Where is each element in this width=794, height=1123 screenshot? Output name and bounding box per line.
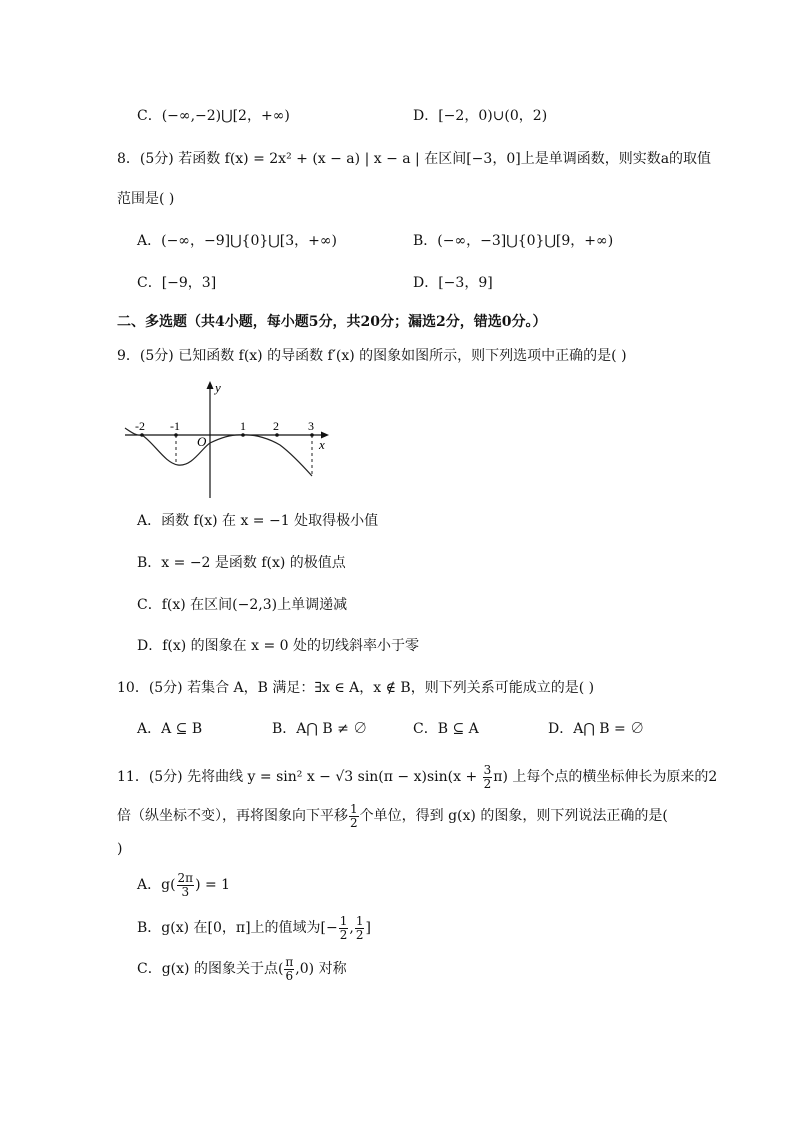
- q8-option-d: D．[−3，9]: [413, 275, 493, 291]
- q9-option-a: A．函数 f(x) 在 x = −1 处取得极小值: [137, 513, 379, 529]
- q10-option-b: B．A⋂ B ≠ ∅: [272, 721, 368, 737]
- q11-option-b: [137, 913, 371, 943]
- tick-label-minus-1: -1: [170, 419, 180, 433]
- q10-stem: 10．(5分) 若集合 A，B 满足：∃x ∈ A，x ∉ B，则下列关系可能成立的是( ): [117, 680, 595, 696]
- y-axis-arrow: [207, 381, 214, 389]
- q9-option-b: B．x = −2 是函数 f(x) 的极值点: [137, 555, 346, 571]
- q11-option-b-start: B．g(x) 在[0，π]上的值域为[−: [137, 920, 338, 936]
- q11-line2-start: 倍（纵坐标不变），再将图象向下平移: [117, 808, 348, 824]
- q11-fraction-3-over-2: [483, 764, 493, 791]
- q10-option-d: D．A⋂ B = ∅: [548, 721, 645, 737]
- q10-option-a: A．A ⊆ B: [137, 721, 203, 737]
- frac-numerator: 2π: [177, 870, 194, 885]
- frac-denominator: 2: [483, 776, 492, 791]
- q9-derivative-graph: [120, 378, 335, 503]
- q11-option-b-fraction-1: [339, 915, 349, 942]
- q9-stem: 9．(5分) 已知函数 f(x) 的导函数 f′(x) 的图象如图所示，则下列选项中正确的是( ): [117, 348, 627, 364]
- q8-option-a: A．(−∞，−9]⋃{0}⋃[3，+∞): [137, 233, 337, 249]
- point-3: [310, 433, 314, 437]
- q11-stem-line1: [117, 762, 717, 792]
- q9-option-d: D．f(x) 的图象在 x = 0 处的切线斜率小于零: [137, 638, 420, 654]
- tick-label-1: 1: [240, 419, 246, 433]
- frac-denominator: 2: [355, 927, 364, 942]
- q8-option-c: C．[−9，3]: [137, 275, 217, 291]
- frac-numerator: 3: [483, 762, 492, 777]
- frac-denominator: 3: [181, 884, 190, 899]
- q11-option-c-end: ,0) 对称: [295, 961, 347, 977]
- q11-stem-line2: [117, 801, 668, 831]
- q11-option-c-start: C．g(x) 的图象关于点(: [137, 961, 284, 977]
- tick-label-2: 2: [273, 419, 279, 433]
- q11-line1-end: π) 上每个点的横坐标伸长为原来的2: [493, 769, 718, 785]
- frac-numerator: 1: [350, 801, 358, 816]
- q10-option-c: C．B ⊆ A: [413, 721, 479, 737]
- q11-option-b-fraction-2: [355, 915, 365, 942]
- point-minus-1: [174, 433, 178, 437]
- q11-fraction-1-over-2: [349, 803, 359, 830]
- q9-option-c: C．f(x) 在区间(−2,3)上单调递减: [137, 597, 348, 613]
- tick-label-3: 3: [308, 419, 314, 433]
- tick-label-minus-2: -2: [135, 419, 145, 433]
- q11-option-b-end: ]: [365, 920, 371, 936]
- q11-option-a-end: ) = 1: [195, 877, 231, 893]
- point-minus-2: [140, 433, 144, 437]
- q11-option-b-mid: ,: [349, 920, 354, 936]
- y-axis-label: y: [215, 380, 221, 395]
- q11-option-a: [137, 870, 230, 900]
- q11-option-c-fraction: [284, 956, 294, 983]
- q11-option-a-start: A．g(: [137, 877, 176, 893]
- x-axis-label: x: [319, 437, 325, 452]
- origin-label: O: [197, 434, 207, 449]
- q11-line1-start: 11．(5分) 先将曲线 y = sin² x − √3 sin(π − x)sin(x +: [117, 769, 482, 785]
- frac-denominator: 2: [339, 927, 348, 942]
- frac-numerator: 1: [339, 913, 348, 928]
- q8-option-b: B．(−∞，−3]⋃{0}⋃[9，+∞): [413, 233, 614, 249]
- frac-numerator: π: [285, 954, 294, 969]
- frac-denominator: 2: [350, 815, 358, 830]
- q11-stem-line3: ): [117, 841, 123, 857]
- q11-option-c: [137, 954, 347, 984]
- point-2: [275, 433, 279, 437]
- section-heading: 二、多选题（共4小题，每小题5分，共20分；漏选2分，错选0分。）: [117, 314, 547, 330]
- frac-denominator: 6: [285, 968, 294, 983]
- q8-stem-line1: 8．(5分) 若函数 f(x) = 2x² + (x − a) | x − a | 在区间[−3，0]上是单调函数，则实数a的取值: [117, 151, 712, 167]
- q7-option-d: D．[−2，0)∪(0，2): [413, 108, 548, 124]
- q7-option-c: C．(−∞,−2)⋃[2，+∞): [137, 108, 290, 124]
- frac-numerator: 1: [355, 913, 364, 928]
- q11-option-a-fraction: [177, 872, 195, 899]
- q8-stem-line2: 范围是( ): [117, 191, 175, 207]
- q11-line2-end: 个单位，得到 g(x) 的图象，则下列说法正确的是(: [359, 808, 668, 824]
- point-1: [241, 433, 245, 437]
